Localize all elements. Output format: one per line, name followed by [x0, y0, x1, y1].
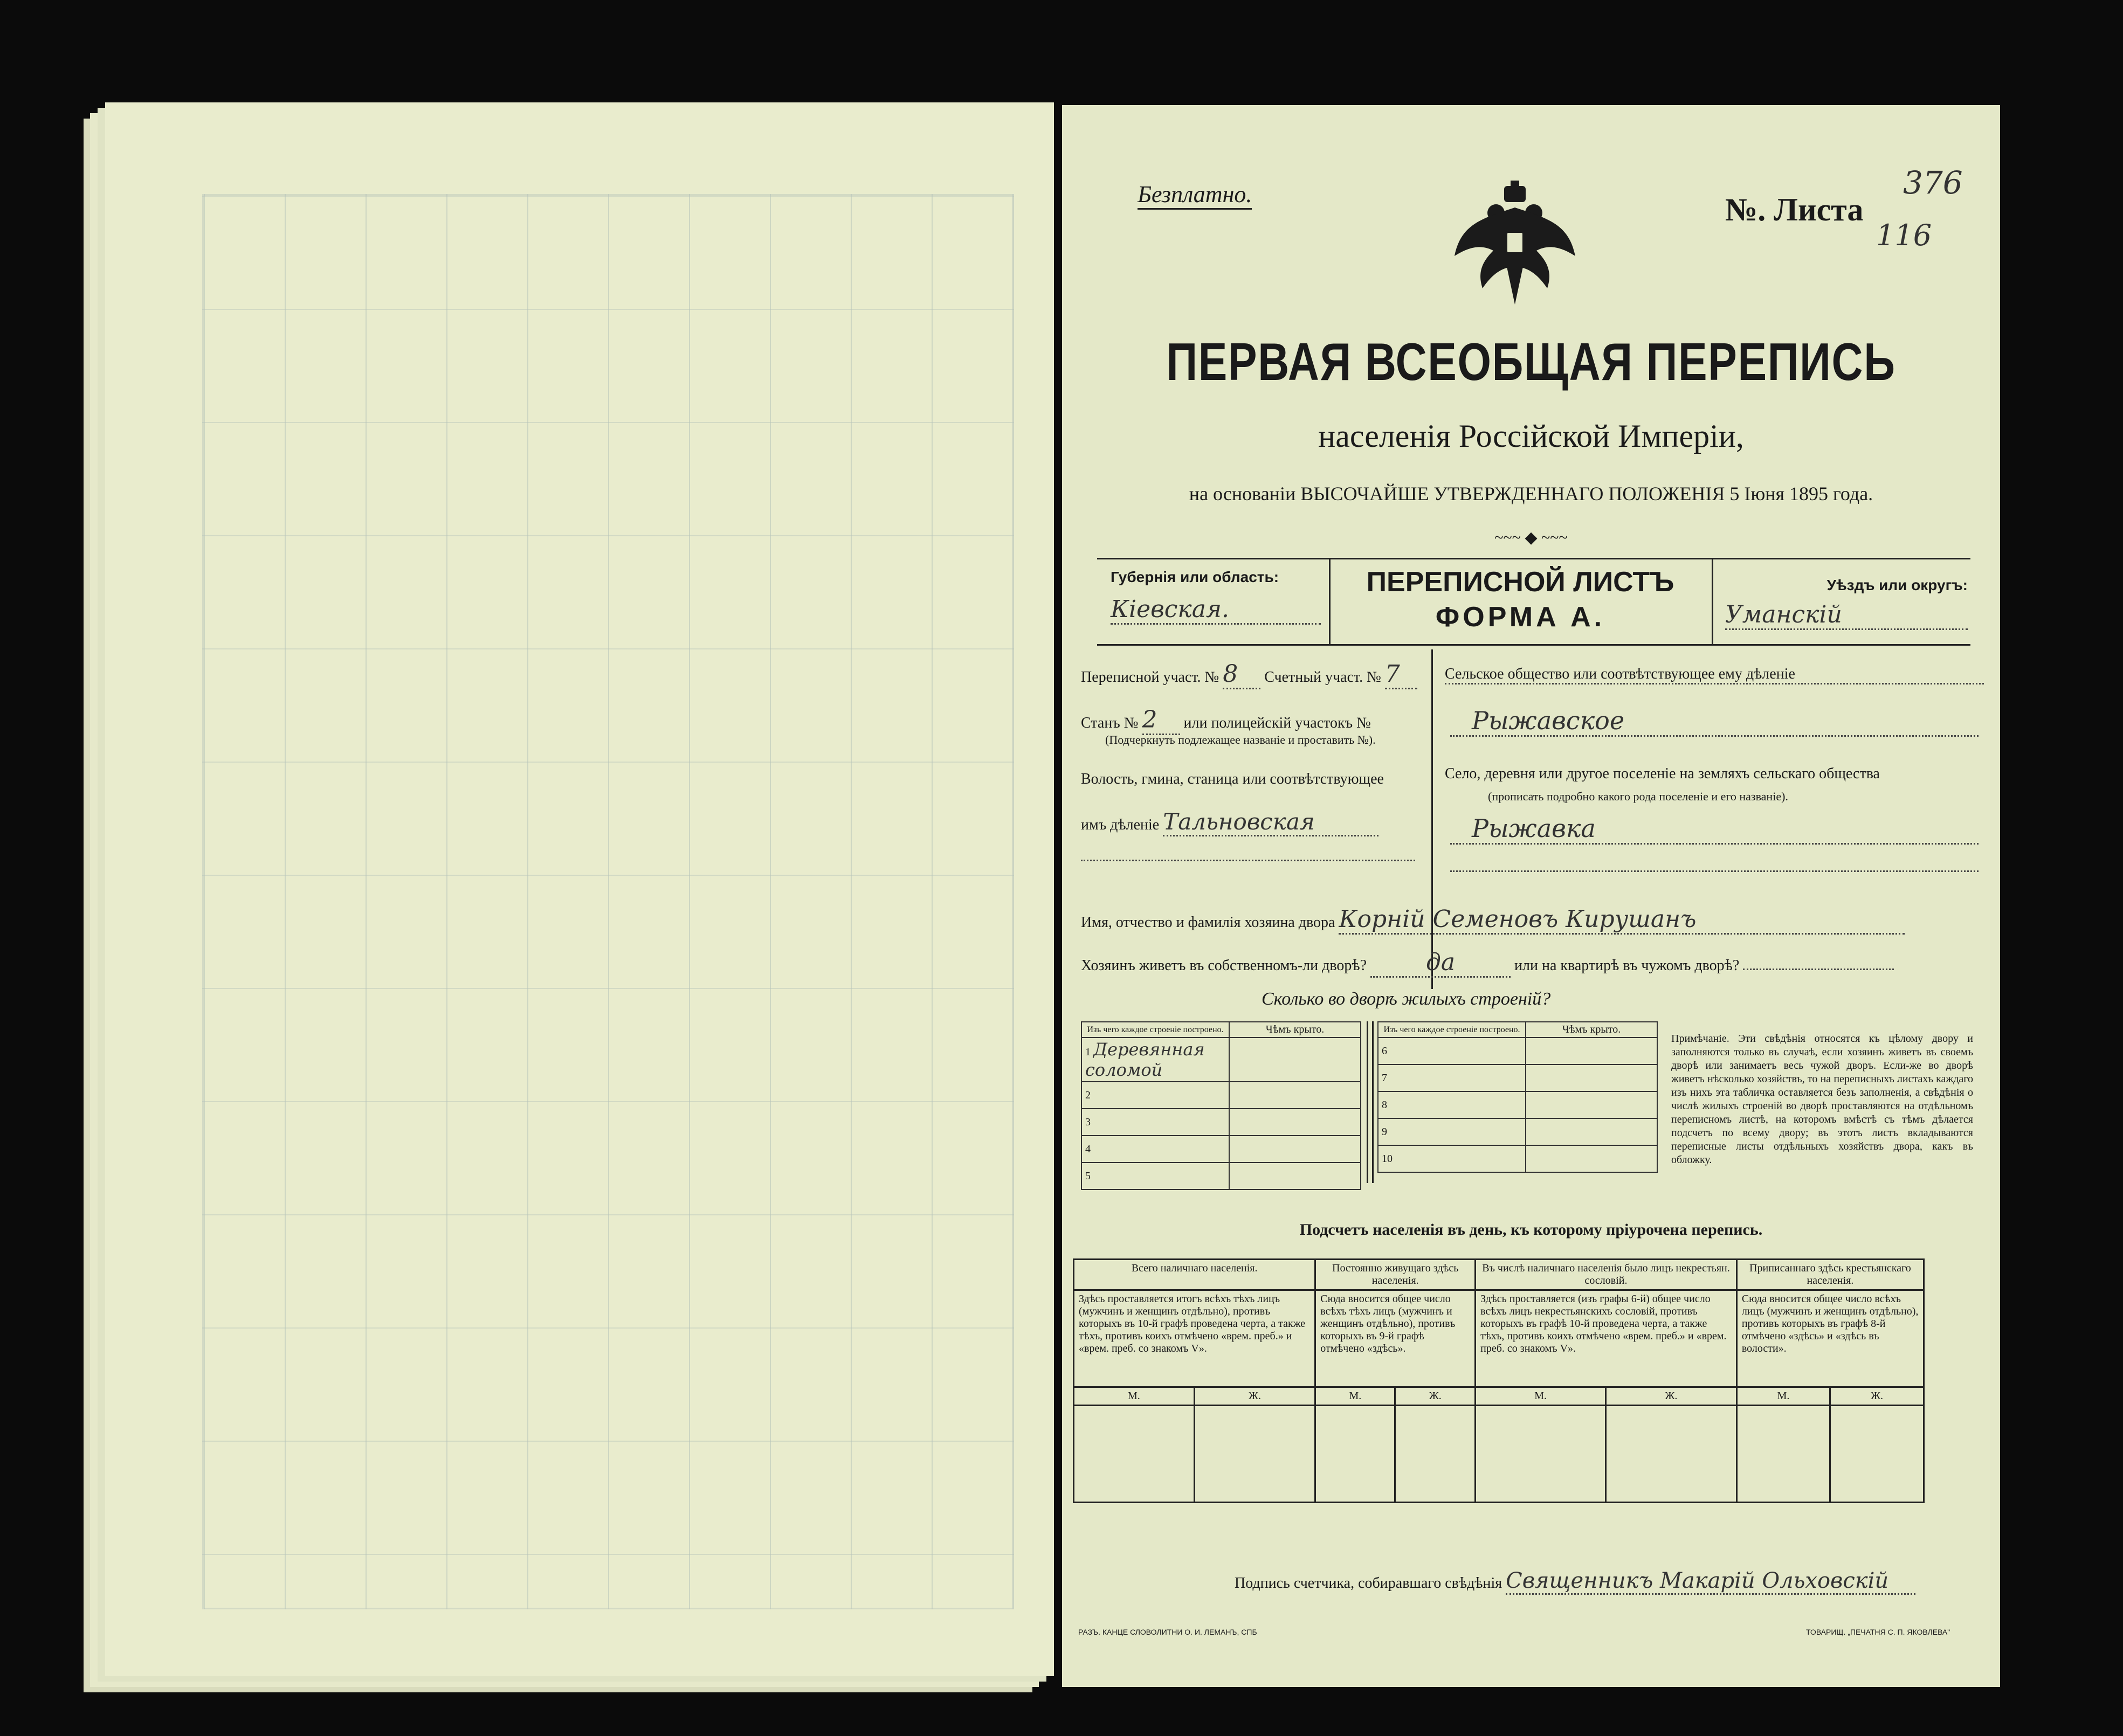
own-yard-field: Хозяинъ живетъ въ собственномъ-ли дворѣ? да или на квартирѣ въ чужомъ дворѣ? — [1081, 949, 1987, 978]
village-label: Село, деревня или другое поселеніе на земляхъ сельскаго общества — [1445, 765, 1880, 782]
subtitle: населенія Россійской Имперіи, — [1318, 418, 1744, 454]
permanent-header: Постоянно живущаго здѣсь населенія. — [1315, 1260, 1476, 1290]
society-value: Рыжавское — [1450, 706, 1979, 737]
society-label: Сельское общество или соотвѣтствующее ему дѣленіе — [1445, 666, 1984, 684]
imperial-eagle-emblem — [1450, 181, 1580, 310]
uezd-label: Уѣздъ или округъ: — [1826, 577, 1968, 593]
owner-field: Имя, отчество и фамилія хозяина двора Корній Семеновъ Кирушанъ — [1081, 905, 1987, 935]
buildings-note: Примѣчаніе. Эти свѣдѣнія относятся къ цѣлому двору и заполняются только въ случаѣ, если хозяинъ живетъ въ своемъ дворѣ или занимаетъ весь чужой дворъ. Если-же во дворѣ живетъ нѣсколько хозяйствъ, то на переписныхъ листахъ каждаго изъ нихъ эта табличка оставляется безъ заполненія, а свѣдѣнія о числѣ жилыхъ строеній во дворѣ проставляются на отдѣльномъ переписномъ листѣ, на которомъ вмѣстѣ съ тѣмъ дѣлается подсчетъ по всему двору; въ этотъ листъ вкладываются переписные листы отдѣльныхъ хозяйствъ двора, какъ въ обложку. — [1671, 1033, 1973, 1166]
village-note: (прописать подробно какого рода поселеніе и его названіе). — [1488, 790, 1788, 803]
basis-line: на основаніи ВЫСОЧАЙШЕ УТВЕРЖДЕННАГО ПОЛОЖЕНІЯ 5 Іюня 1895 года. — [1189, 483, 1873, 504]
guberniya-value: Кіевская. — [1111, 596, 1321, 625]
col-roof: Чѣмъ крыто. — [1229, 1022, 1361, 1038]
col-what: Изъ чего каждое строеніе построено. — [1081, 1022, 1229, 1038]
stan-note: (Подчеркнуть подлежащее названіе и проставить №). — [1105, 733, 1376, 746]
census-form-page — [1062, 105, 2000, 1687]
peasant-desc: Сюда вносится общее число всѣхъ лицъ (мужчинъ и женщинъ отдѣльно), противъ которыхъ въ графѣ 8-й отмѣчено «здѣсь» и «здѣсь въ волости». — [1736, 1290, 1924, 1387]
ornament-divider: ~~~ ◆ ~~~ — [1494, 529, 1568, 547]
buildings-table-right: Изъ чего каждое строеніе построено. Чѣмъ крыто. 6 7 8 9 10 — [1377, 1021, 1658, 1173]
signature-field: Подпись счетчика, собиравшаго свѣдѣнія Священникъ Макарій Ольховскій — [1235, 1568, 1989, 1595]
sheet-number-label: №. Листа — [1725, 192, 1864, 227]
faded-grid — [202, 194, 1014, 1609]
sheet-title: ПЕРЕПИСНОЙ ЛИСТЪ — [1366, 566, 1674, 598]
village-value: Рыжавка — [1450, 814, 1979, 845]
uezd-value: Уманскій — [1725, 601, 1968, 630]
free-label: Безплатно. — [1138, 181, 1252, 210]
population-count-table: Всего наличнаго населенія. Постоянно живущаго здѣсь населенія. Въ числѣ наличнаго населенія было лицъ некрестьян. сословій. Приписаннаго здѣсь крестьянскаго населенія. Здѣсь проставляется итогъ всѣхъ тѣхъ лицъ (мужчинъ и женщинъ отдѣльно), противъ которыхъ въ 10-й графѣ проведена черта, а также тѣхъ, противъ коихъ отмѣчено «врем. преб.» и «врем. преб. со знакомъ V». Сюда вносится общее число всѣхъ тѣхъ лицъ (мужчинъ и женщинъ отдѣльно), противъ которыхъ въ 9-й графѣ отмѣчено «здѣсь». Здѣсь проставляется (изъ графы 6-й) общее число всѣхъ лицъ некрестьянскихъ сословій, противъ которыхъ въ графѣ 10-й проведена черта, а также тѣхъ, противъ коихъ отмѣчено «врем. преб.» и «врем. преб. со знакомъ V». Сюда вносится общее число всѣхъ лицъ (мужчинъ и женщинъ отдѣльно), противъ которыхъ въ графѣ 8-й отмѣчено «здѣсь» и «здѣсь въ волости». М. Ж. М. Ж. М. Ж. М. Ж. — [1073, 1258, 1925, 1503]
total-present-header: Всего наличнаго населенія. — [1074, 1260, 1315, 1290]
stan-field: Станъ № 2 или полицейскій участокъ № — [1081, 706, 1371, 735]
total-present-desc: Здѣсь проставляется итогъ всѣхъ тѣхъ лицъ (мужчинъ и женщинъ отдѣльно), противъ которыхъ въ 10-й графѣ проведена черта, а также тѣхъ, противъ коихъ отмѣчено «врем. преб.» и «врем. преб. со знакомъ V». — [1074, 1290, 1315, 1387]
buildings-question: Сколько во дворѣ жилыхъ строеній? — [1262, 989, 1551, 1009]
guberniya-label: Губернія или область: — [1111, 569, 1279, 585]
permanent-desc: Сюда вносится общее число всѣхъ тѣхъ лицъ (мужчинъ и женщинъ отдѣльно), противъ которыхъ въ 9-й графѣ отмѣчено «здѣсь». — [1315, 1290, 1476, 1387]
peasant-header: Приписаннаго здѣсь крестьянскаго населенія. — [1736, 1260, 1924, 1290]
printer-left: РАЗЪ. КАНЦЕ СЛОВОЛИТНИ О. И. ЛЕМАНЪ, СПБ — [1078, 1628, 1257, 1636]
village-extra-line — [1450, 870, 1979, 872]
printer-right: ТОВАРИЩ. „ПЕЧАТНЯ С. П. ЯКОВЛЕВА" — [1806, 1628, 1950, 1636]
census-section-field: Переписной участ. № 8 Счетный участ. № 7 — [1081, 660, 1417, 689]
volost-label: Волость, гмина, станица или соотвѣтствующее — [1081, 771, 1384, 787]
volost-field: имъ дѣленіе Тальновская — [1081, 808, 1378, 836]
buildings-table-left: Изъ чего каждое строеніе построено. Чѣмъ крыто. 1 Деревянная соломой 2 3 4 5 — [1081, 1021, 1361, 1190]
main-title: ПЕРВАЯ ВСЕОБЩАЯ ПЕРЕПИСЬ — [1166, 332, 1896, 391]
count-title: Подсчетъ населенія въ день, къ которому пріурочена перепись. — [1299, 1221, 1763, 1239]
left-page — [105, 102, 1054, 1676]
volost-extra-line — [1081, 860, 1415, 861]
sheet-number-value: 376 — [1903, 164, 1963, 201]
non-peasant-desc: Здѣсь проставляется (изъ графы 6-й) общее число всѣхъ лицъ некрестьянскихъ сословій, противъ которыхъ въ графѣ 10-й проведена черта, а также тѣхъ, противъ коихъ отмѣчено «врем. преб.» и «врем. преб. со знакомъ V». — [1476, 1290, 1737, 1387]
sheet-number-alt: 116 — [1876, 218, 1932, 252]
form-letter: ФОРМА А. — [1435, 601, 1605, 633]
non-peasant-header: Въ числѣ наличнаго населенія было лицъ некрестьян. сословій. — [1476, 1260, 1737, 1290]
